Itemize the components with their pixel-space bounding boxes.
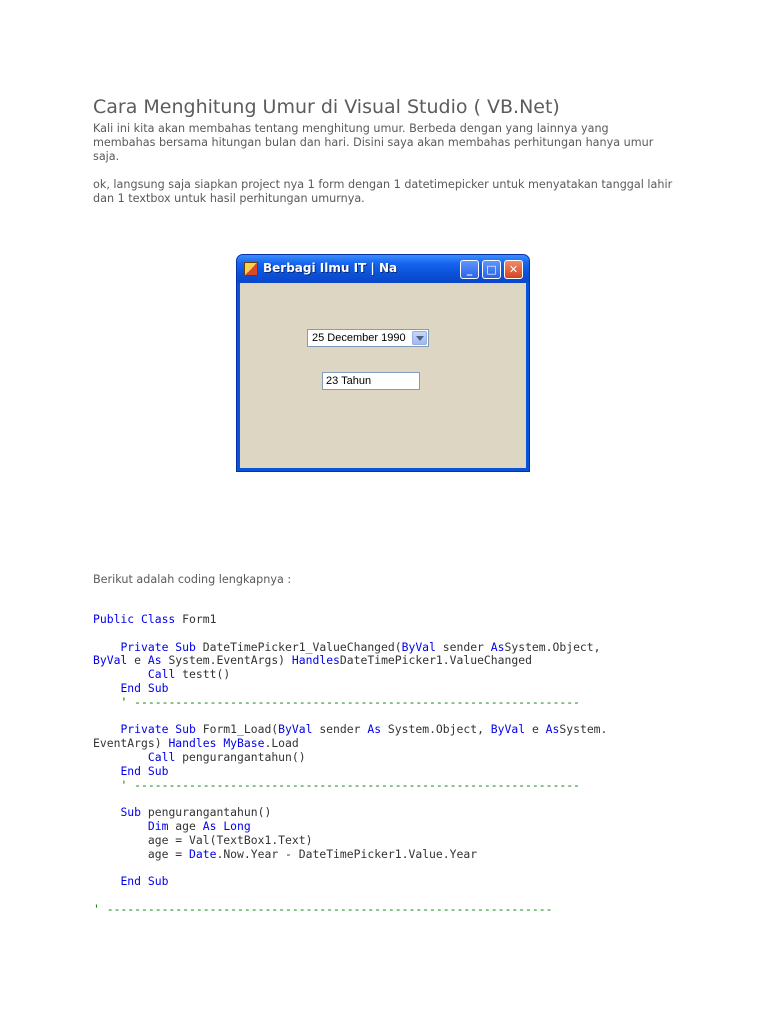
code-keyword: ByVal [278, 722, 313, 737]
code-line [93, 613, 693, 627]
code-text: age [168, 818, 203, 833]
close-icon[interactable]: ✕ [504, 260, 523, 279]
code-comment: ' ----------------------------------------------------------------- [120, 777, 580, 792]
code-keyword: Long [223, 818, 251, 833]
code-text: e [127, 653, 148, 668]
setup-paragraph: ok, langsung saja siapkan project nya 1 form dengan 1 datetimepicker untuk menyatakan tanggal lahir dan 1 textbox untuk hasil perhitungan umurnya. [93, 178, 673, 205]
code-keyword: Sub [120, 805, 142, 820]
code-indent [93, 805, 120, 819]
code-keyword: End Sub [120, 680, 169, 695]
code-line-blank [93, 627, 693, 641]
code-comment: ' ----------------------------------------------------------------- [120, 694, 580, 709]
code-line [93, 848, 693, 862]
datetimepicker-value: 25 December 1990 [312, 332, 406, 344]
app-icon [244, 262, 258, 276]
code-indent [93, 764, 120, 778]
code-keyword: As [490, 639, 505, 654]
code-keyword: As [367, 722, 382, 737]
code-keyword: Handles [291, 653, 340, 668]
code-line [93, 875, 693, 889]
article-title: Cara Menghitung Umur di Visual Studio ( VB.Net) [93, 96, 560, 118]
code-text: DateTimePicker1_ValueChanged( [195, 639, 402, 654]
code-indent [93, 833, 148, 847]
code-indent [93, 667, 148, 681]
code-text: Form1_Load( [195, 722, 279, 737]
code-text: age = Val(TextBox1.Text) [147, 832, 313, 847]
code-text: sender [435, 639, 491, 654]
code-line [93, 834, 693, 848]
code-line [93, 751, 693, 765]
code-keyword: As [202, 818, 217, 833]
code-keyword: As [545, 722, 560, 737]
datetimepicker[interactable] [307, 329, 429, 347]
code-indent [93, 778, 120, 792]
code-indent [93, 874, 120, 888]
code-text: pengurangantahun() [141, 805, 272, 820]
code-keyword: ByVal [490, 722, 526, 737]
code-text: testt() [175, 667, 231, 682]
code-text: DateTimePicker1.ValueChanged [339, 653, 532, 668]
code-text: e [525, 722, 546, 737]
code-line [93, 765, 693, 779]
result-value: 23 Tahun [326, 375, 372, 387]
result-textbox[interactable] [322, 372, 420, 390]
code-line-blank [93, 889, 693, 903]
code-indent [93, 750, 148, 764]
code-line-blank [93, 861, 693, 875]
intro-paragraph: Kali ini kita akan membahas tentang menghitung umur. Berbeda dengan yang lainnya yang membahas bersama hitungan bulan dan hari. Disini saya akan membahas perhitungan hanya umur saja. [93, 122, 654, 163]
code-indent [93, 681, 120, 695]
minimize-icon[interactable]: _ [460, 260, 479, 279]
code-text: System.Object, [381, 722, 491, 737]
code-keyword: Call [147, 749, 176, 764]
code-text: System.EventArgs) [161, 653, 292, 668]
code-indent [93, 847, 148, 861]
code-line [93, 668, 693, 682]
code-line [93, 903, 693, 917]
form-window-screenshot [236, 254, 530, 472]
code-indent [93, 722, 120, 736]
code-keyword: Date [189, 846, 217, 861]
code-line [93, 723, 693, 737]
code-line [93, 654, 693, 668]
code-text: System.Object, [504, 639, 601, 654]
code-line [93, 696, 693, 710]
code-line-blank [93, 710, 693, 724]
code-line [93, 806, 693, 820]
code-text: sender [312, 722, 368, 737]
code-text: .Now.Year - DateTimePicker1.Value.Year [216, 846, 478, 861]
window-titlebar [237, 255, 529, 283]
window-title: Berbagi Ilmu IT | Na [263, 261, 398, 275]
code-keyword: Public Class [93, 612, 176, 626]
code-keyword: As [147, 653, 162, 668]
code-indent [93, 695, 120, 709]
code-text: .Load [264, 736, 299, 751]
code-line [93, 641, 693, 655]
code-keyword: End Sub [120, 874, 169, 889]
code-text: EventArgs) [93, 736, 169, 751]
code-line-blank [93, 792, 693, 806]
code-keyword: Handles [168, 736, 217, 751]
code-keyword: MyBase [223, 736, 265, 751]
code-text: System. [559, 722, 608, 737]
code-intro-paragraph: Berikut adalah coding lengkapnya : [93, 573, 292, 586]
code-block [93, 613, 693, 917]
code-comment: ' ----------------------------------------------------------------- [93, 901, 553, 916]
code-line [93, 737, 693, 751]
code-text: pengurangantahun() [175, 749, 306, 764]
form-client-area [240, 283, 526, 468]
code-keyword: End Sub [120, 763, 169, 778]
code-keyword: ByVal [401, 639, 436, 654]
code-line [93, 682, 693, 696]
code-keyword: ByVal [93, 653, 128, 668]
chevron-down-icon[interactable] [412, 331, 427, 345]
code-text: Form1 [175, 612, 217, 626]
code-indent [93, 640, 120, 654]
code-line [93, 820, 693, 834]
code-keyword: Dim [147, 818, 169, 833]
maximize-icon[interactable]: □ [482, 260, 501, 279]
code-indent [93, 819, 148, 833]
code-text: age = [147, 846, 190, 861]
code-keyword: Private Sub [120, 639, 196, 654]
code-keyword: Call [147, 667, 176, 682]
code-line [93, 779, 693, 793]
code-keyword: Private Sub [120, 722, 196, 737]
